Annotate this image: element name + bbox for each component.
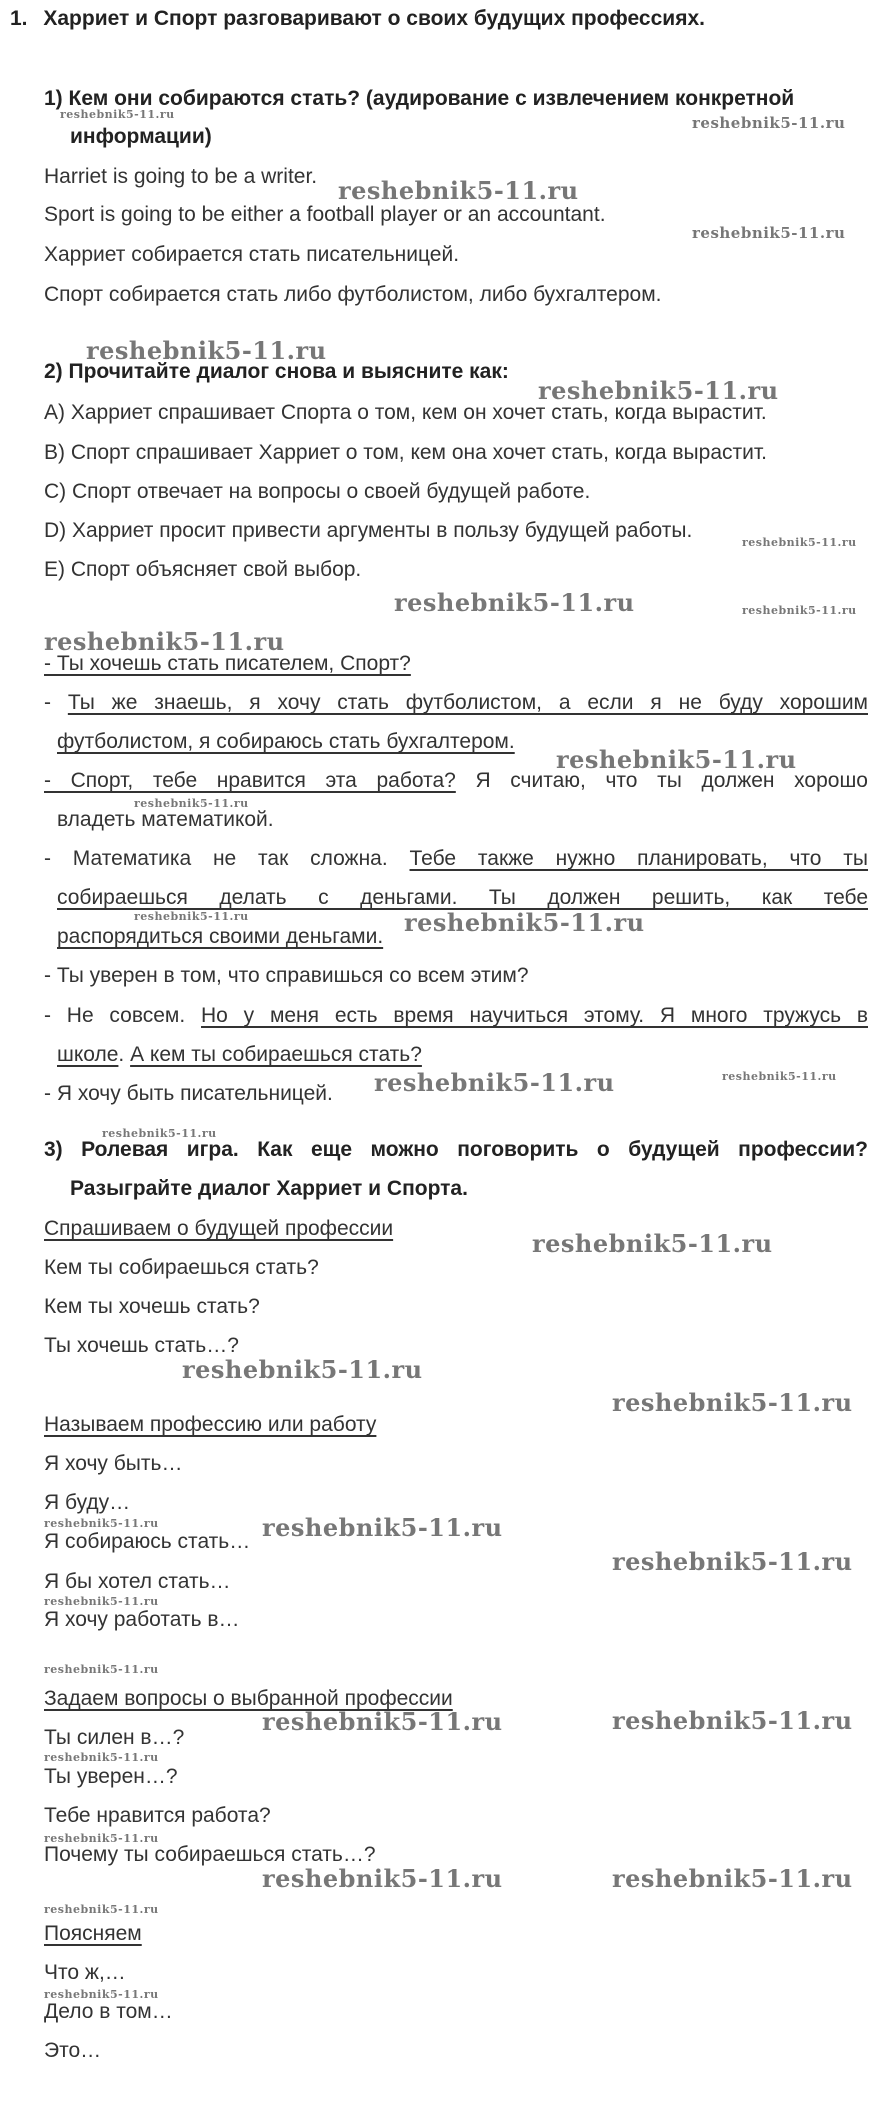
dialogue-line: футболистом, я собираюсь стать бухгалтером.: [57, 730, 515, 753]
watermark: reshebnik5-11.ru: [182, 1355, 423, 1384]
part1-line: Harriet is going to be a writer.: [44, 165, 318, 188]
watermark: reshebnik5-11.ru: [44, 1832, 159, 1845]
task-title: [10, 6, 705, 32]
watermark: reshebnik5-11.ru: [612, 1547, 853, 1576]
watermark: reshebnik5-11.ru: [338, 176, 579, 205]
dialogue-line: - Спорт, тебе нравится эта работа? Я считаю, что ты должен хорошо: [44, 769, 868, 792]
group-title: Поясняем: [44, 1922, 142, 1945]
watermark: reshebnik5-11.ru: [86, 336, 327, 365]
group-title: Называем профессию или работу: [44, 1413, 377, 1436]
task-title-text: Харриет и Спорт разговаривают о своих будущих профессиях.: [43, 7, 705, 30]
group-title: Задаем вопросы о выбранной профессии: [44, 1687, 453, 1710]
watermark: reshebnik5-11.ru: [692, 114, 846, 132]
watermark: reshebnik5-11.ru: [44, 627, 285, 656]
dialogue-line: - Ты же знаешь, я хочу стать футболистом, а если я не буду хорошим: [44, 691, 868, 714]
watermark: reshebnik5-11.ru: [556, 745, 797, 774]
part2-item: B) Спорт спрашивает Харриет о том, кем она хочет стать, когда вырастит.: [44, 441, 767, 464]
watermark: reshebnik5-11.ru: [532, 1229, 773, 1258]
watermark: reshebnik5-11.ru: [44, 1751, 159, 1764]
watermark: reshebnik5-11.ru: [692, 224, 846, 242]
watermark: reshebnik5-11.ru: [44, 1595, 159, 1608]
task-number: 1.: [10, 7, 28, 30]
watermark: reshebnik5-11.ru: [44, 1988, 159, 2001]
part1-line: Sport is going to be either a football player or an accountant.: [44, 203, 606, 226]
watermark: reshebnik5-11.ru: [404, 908, 645, 937]
part2-item: E) Спорт объясняет свой выбор.: [44, 558, 362, 581]
watermark: reshebnik5-11.ru: [44, 1903, 159, 1916]
dialogue-line: - Математика не так сложна. Тебе также нужно планировать, что ты: [44, 847, 869, 870]
phrase: Тебе нравится работа?: [44, 1804, 271, 1827]
part2-item: D) Харриет просит привести аргументы в пользу будущей работы.: [44, 519, 693, 542]
part1-line: Спорт собирается стать либо футболистом, либо бухгалтером.: [44, 283, 662, 306]
phrase: Ты хочешь стать…?: [44, 1334, 239, 1357]
phrase: Кем ты хочешь стать?: [44, 1295, 260, 1318]
phrase: Ты уверен…?: [44, 1765, 178, 1788]
phrase: Я хочу работать в…: [44, 1608, 240, 1631]
part3-heading-line2: Разыграйте диалог Харриет и Спорта.: [70, 1177, 468, 1200]
part3-heading-line1: 3) Ролевая игра. Как еще можно поговорить о будущей профессии?: [44, 1138, 868, 1161]
phrase: Я бы хотел стать…: [44, 1570, 231, 1593]
dialogue-line: школе. А кем ты собираешься стать?: [57, 1043, 422, 1066]
watermark: reshebnik5-11.ru: [134, 797, 249, 810]
watermark: reshebnik5-11.ru: [538, 376, 779, 405]
part1-line: Харриет собирается стать писательницей.: [44, 243, 460, 266]
part1-heading-line2: информации): [70, 125, 212, 148]
watermark: reshebnik5-11.ru: [742, 604, 857, 617]
phrase: Ты силен в…?: [44, 1726, 185, 1749]
phrase: Я собираюсь стать…: [44, 1530, 251, 1553]
watermark: reshebnik5-11.ru: [612, 1864, 853, 1893]
phrase: Почему ты собираешься стать…?: [44, 1843, 376, 1866]
watermark: reshebnik5-11.ru: [394, 588, 635, 617]
phrase: Что ж,…: [44, 1961, 126, 1984]
group-title: Спрашиваем о будущей профессии: [44, 1217, 394, 1240]
dialogue-line: - Я хочу быть писательницей.: [44, 1082, 333, 1105]
dialogue-line: распорядиться своими деньгами.: [57, 925, 384, 948]
phrase: Кем ты собираешься стать?: [44, 1256, 319, 1279]
dialogue-line: владеть математикой.: [57, 808, 274, 831]
watermark: reshebnik5-11.ru: [44, 1663, 159, 1676]
watermark: reshebnik5-11.ru: [60, 108, 175, 121]
watermark: reshebnik5-11.ru: [262, 1513, 503, 1542]
dialogue-line: - Ты хочешь стать писателем, Спорт?: [44, 652, 411, 675]
watermark: reshebnik5-11.ru: [742, 536, 857, 549]
part2-item: C) Спорт отвечает на вопросы о своей будущей работе.: [44, 480, 591, 503]
watermark: reshebnik5-11.ru: [134, 910, 249, 923]
part1-heading-line1: 1) Кем они собираются стать? (аудирование с извлечением конкретной: [44, 87, 795, 110]
watermark: reshebnik5-11.ru: [262, 1864, 503, 1893]
part2-heading: 2) Прочитайте диалог снова и выясните как:: [44, 360, 509, 383]
watermark: reshebnik5-11.ru: [612, 1706, 853, 1735]
phrase: Это…: [44, 2039, 102, 2062]
dialogue-line: - Не совсем. Но у меня есть время научиться этому. Я много тружусь в: [44, 1004, 868, 1027]
phrase: Я буду…: [44, 1491, 131, 1514]
watermark: reshebnik5-11.ru: [44, 1517, 159, 1530]
watermark: reshebnik5-11.ru: [102, 1127, 217, 1140]
phrase: Дело в том…: [44, 2000, 173, 2023]
watermark: reshebnik5-11.ru: [612, 1388, 853, 1417]
watermark: reshebnik5-11.ru: [722, 1070, 837, 1083]
dialogue-line: собираешься делать с деньгами. Ты должен решить, как тебе: [57, 886, 868, 909]
phrase: Я хочу быть…: [44, 1452, 183, 1475]
dialogue-line: - Ты уверен в том, что справишься со всем этим?: [44, 964, 529, 987]
part2-item: A) Харриет спрашивает Спорта о том, кем он хочет стать, когда вырастит.: [44, 401, 767, 424]
watermark: reshebnik5-11.ru: [262, 1707, 503, 1736]
watermark: reshebnik5-11.ru: [374, 1068, 615, 1097]
